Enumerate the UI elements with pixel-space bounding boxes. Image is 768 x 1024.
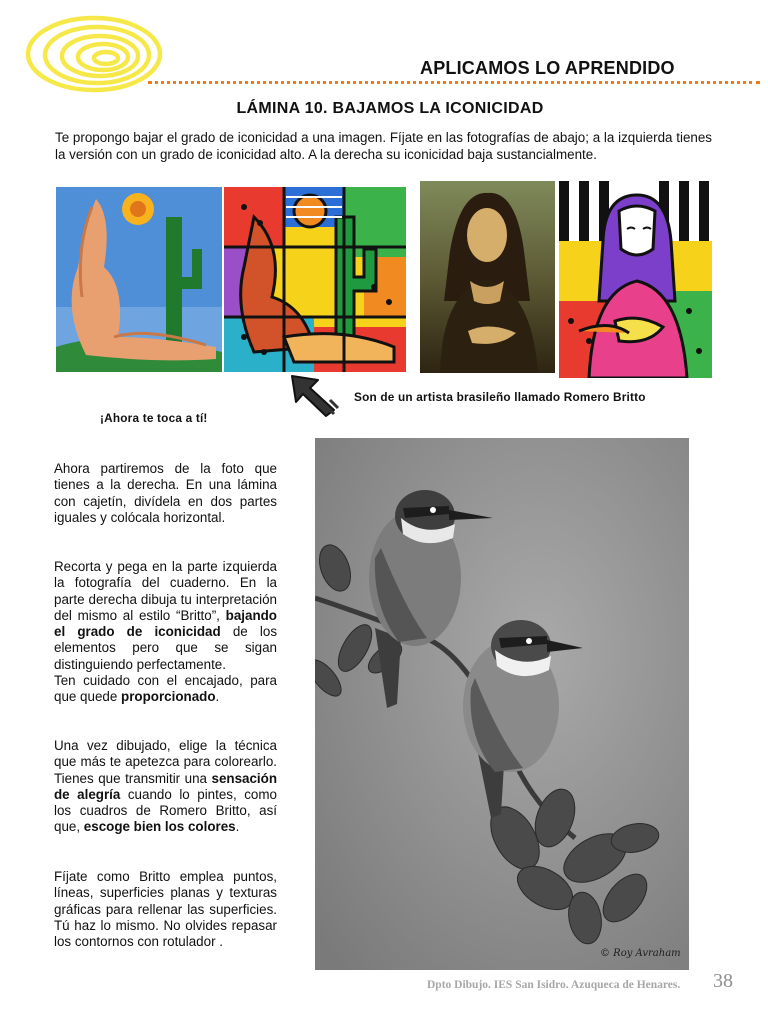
p3-text-a: Una vez dibujado, elige la técnica que más te apetezca para colorearlo. Tienes que transmitir una [54, 738, 277, 786]
original-painting-image [56, 187, 222, 372]
p2-emphasis-proportion: proporcionado [121, 689, 216, 705]
p2-text-f: . [215, 689, 220, 705]
instruction-paragraph-3 [54, 738, 277, 836]
bee-eaters-photo [315, 438, 689, 970]
p2-emphasis-iconicity: bajando el grado de iconicidad [54, 607, 277, 640]
p2-text-c: de los elementos pero que se sigan distinguiendo perfectamente. [54, 624, 278, 672]
footer-department: Dpto Dibujo. IES San Isidro. Azuqueca de Henares. [427, 979, 681, 991]
britto-mona-lisa-image [559, 181, 712, 378]
p3-emphasis-joy: sensación de alegría [54, 770, 277, 802]
p3-text-e: . [235, 819, 240, 835]
section-header-title: APLICAMOS LO APRENDIDO [420, 58, 675, 78]
instruction-paragraph-2 [54, 559, 277, 706]
p2-text-a: Recorta y pega en la parte izquierda la fotografía del cuaderno. En la parte derecha dibuja tu interpretación del mismo al estilo “Britto”, [54, 559, 277, 623]
photo-signature: © Roy Avraham [600, 948, 681, 959]
britto-version-image [224, 187, 406, 372]
your-turn-heading: ¡Ahora te toca a tí! [100, 411, 208, 425]
p3-emphasis-colors: escoge bien los colores [83, 819, 236, 835]
instruction-paragraph-1: Ahora partiremos de la foto que tienes a la derecha. En una lámina con cajetín, divídela en dos partes iguales y colócala horizontal. [54, 461, 277, 525]
sheet-title: LÁMINA 10. BAJAMOS LA ICONICIDAD [236, 100, 544, 117]
p2-text-d: Ten cuidado con el encajado, para que quede [54, 673, 277, 705]
page-number: 38 [713, 970, 733, 992]
mona-lisa-image [420, 181, 555, 373]
images-caption: Son de un artista brasileño llamado Romero Britto [354, 390, 646, 404]
p3-text-c: cuando lo pintes, como los cuadros de Romero Britto, así que, [54, 786, 277, 835]
intro-paragraph: Te propongo bajar el grado de iconicidad a una imagen. Fíjate en las fotografías de abajo; a la izquierda tienes la versión con un grado de iconicidad alto. A la derecha su iconicidad baja sustancialmente. [55, 130, 712, 162]
header-divider [148, 81, 760, 84]
instruction-paragraph-4: Fíjate como Britto emplea puntos, líneas, superficies planas y texturas gráficas para rellenar las superficies. Tú haz lo mismo. No olvides repasar los contornos con rotulador . [54, 869, 277, 950]
